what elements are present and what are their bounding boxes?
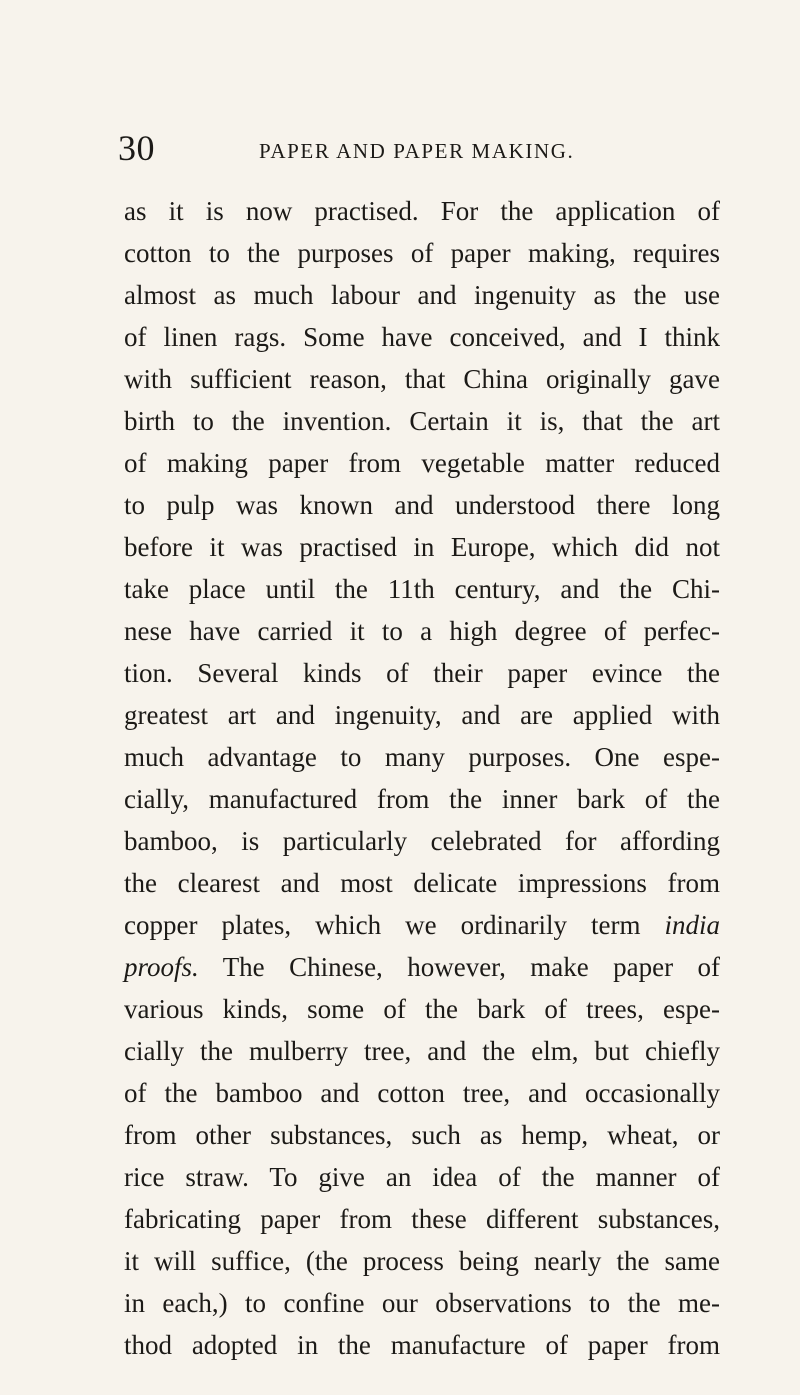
text-line: before it was practised in Europe, which did not (124, 532, 720, 562)
running-head-title: PAPER AND PAPER MAKING. (259, 139, 575, 163)
text-line: various kinds, some of the bark of trees, espe- (124, 994, 720, 1024)
body-text (124, 190, 720, 1366)
text-line: take place until the 11th century, and the Chi- (124, 574, 720, 604)
text-line: cially the mulberry tree, and the elm, but chiefly (124, 1036, 720, 1066)
text-line: copper plates, which we ordinarily term india (124, 910, 720, 940)
text-line: almost as much labour and ingenuity as the use (124, 280, 720, 310)
text-line: in each,) to confine our observations to the me- (124, 1288, 720, 1318)
text-line: cially, manufactured from the inner bark of the (124, 784, 720, 814)
text-line: cotton to the purposes of paper making, requires (124, 238, 720, 268)
text-line: to pulp was known and understood there long (124, 490, 720, 520)
text-line: tion. Several kinds of their paper evince the (124, 658, 720, 688)
text-line: with sufficient reason, that China originally gave (124, 364, 720, 394)
text-line: thod adopted in the manufacture of paper from (124, 1330, 720, 1360)
text-line: nese have carried it to a high degree of perfec- (124, 616, 720, 646)
italic-term: india (664, 910, 720, 940)
text-line: much advantage to many purposes. One espe- (124, 742, 720, 772)
running-head (118, 130, 718, 170)
text-line: from other substances, such as hemp, wheat, or (124, 1120, 720, 1150)
text-line: greatest art and ingenuity, and are applied with (124, 700, 720, 730)
italic-term: proofs. (124, 952, 199, 982)
text-line: birth to the invention. Certain it is, that the art (124, 406, 720, 436)
text-line: it will suffice, (the process being nearly the same (124, 1246, 720, 1276)
text-line: of linen rags. Some have conceived, and I think (124, 322, 720, 352)
text-line: rice straw. To give an idea of the manner of (124, 1162, 720, 1192)
text-line: of making paper from vegetable matter reduced (124, 448, 720, 478)
text-line: of the bamboo and cotton tree, and occasionally (124, 1078, 720, 1108)
text-line: the clearest and most delicate impressions from (124, 868, 720, 898)
page-number: 30 (118, 128, 155, 168)
text-line: as it is now practised. For the application of (124, 196, 720, 226)
text-line: bamboo, is particularly celebrated for affording (124, 826, 720, 856)
text-line: fabricating paper from these different substances, (124, 1204, 720, 1234)
text-line: proofs. The Chinese, however, make paper of (124, 952, 720, 982)
